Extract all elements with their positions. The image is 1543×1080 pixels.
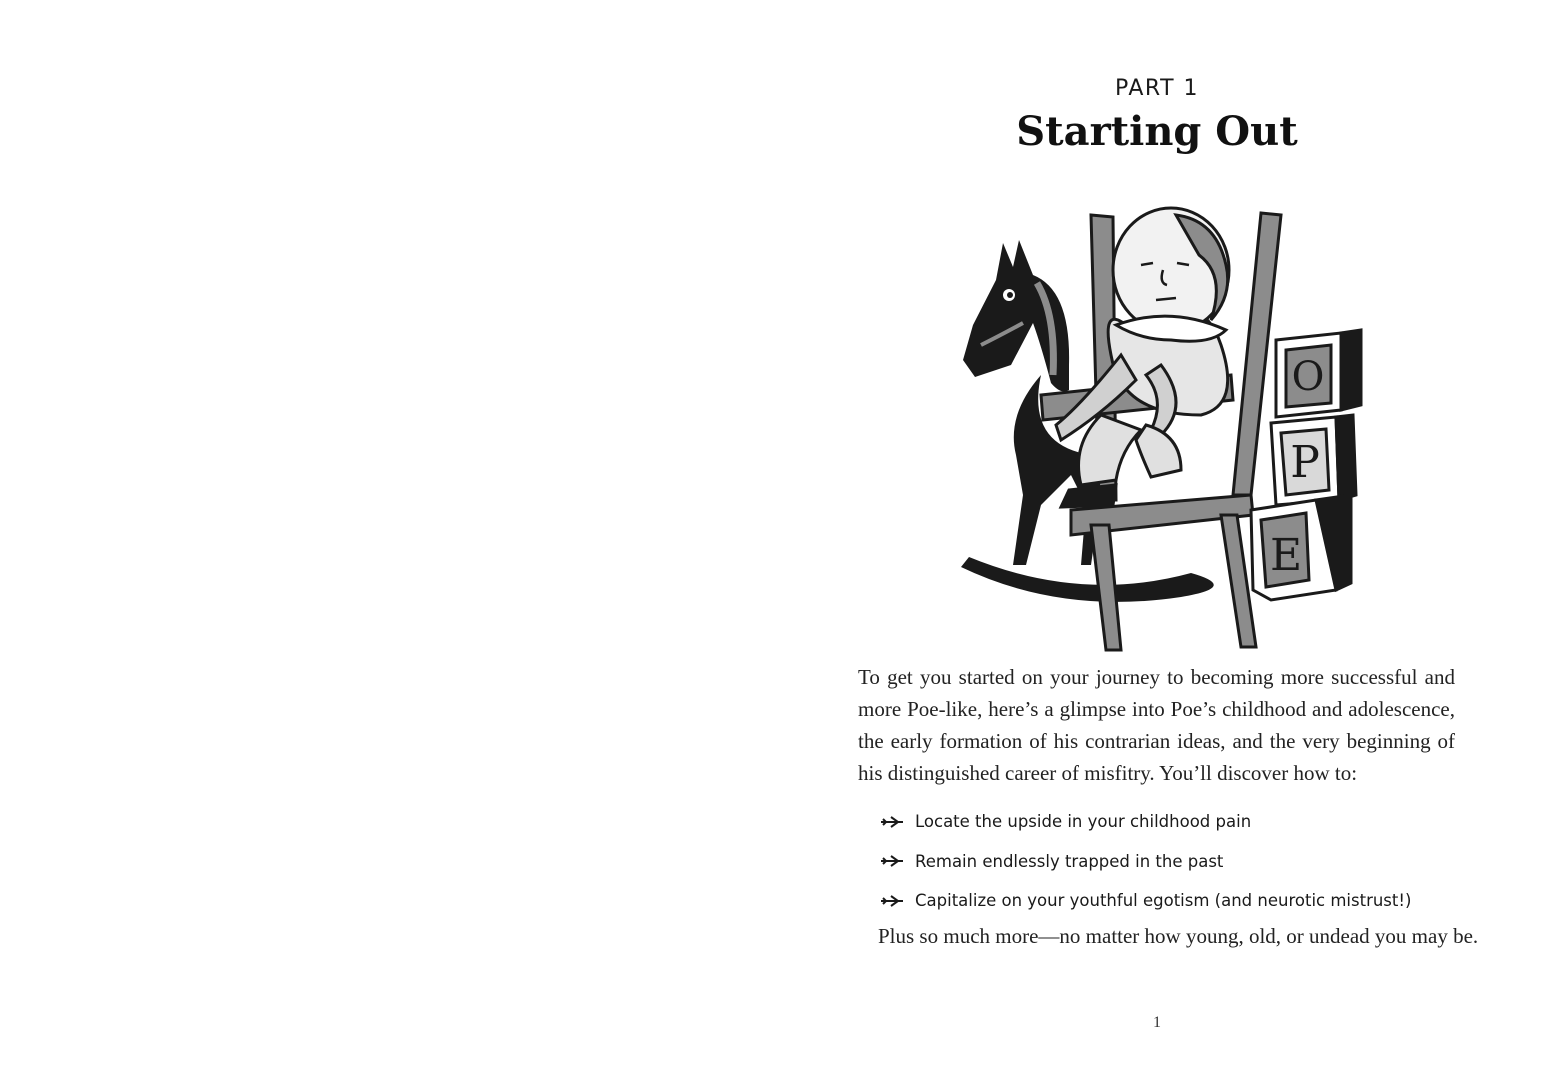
list-item bbox=[881, 881, 1481, 921]
page-number: 1 bbox=[1153, 1014, 1161, 1031]
bullet-list bbox=[881, 802, 1481, 921]
bullet-text: Remain endlessly trapped in the past bbox=[915, 851, 1224, 871]
arrow-bullet-icon bbox=[881, 816, 903, 828]
child-on-rocking-chair-illustration bbox=[941, 205, 1381, 655]
arrow-bullet-icon bbox=[881, 895, 903, 907]
bullet-text: Locate the upside in your childhood pain bbox=[915, 812, 1252, 832]
list-item bbox=[881, 802, 1481, 842]
list-item bbox=[881, 842, 1481, 882]
block-letter-o: O bbox=[1291, 354, 1325, 400]
part-title: Starting Out bbox=[1016, 108, 1298, 155]
left-blank-page bbox=[0, 0, 771, 1080]
bullet-text: Capitalize on your youthful egotism (and neurotic mistrust!) bbox=[915, 891, 1412, 911]
closing-line: Plus so much more—no matter how young, old, or undead you may be. bbox=[878, 924, 1479, 948]
block-letter-p: P bbox=[1290, 437, 1320, 488]
part-label: PART 1 bbox=[1114, 76, 1200, 101]
block-letter-e: E bbox=[1269, 530, 1303, 581]
child-figure bbox=[1056, 208, 1229, 507]
arrow-bullet-icon bbox=[881, 855, 903, 867]
right-page bbox=[771, 0, 1543, 1080]
intro-paragraph: To get you started on your journey to becoming more successful and more Poe-like, here’s a glimpse into Poe’s childhood and adolescence, the early formation of his contrarian ideas, and the very beginning of his distinguished career of misfitry. You’ll discover how to: bbox=[858, 665, 1455, 785]
